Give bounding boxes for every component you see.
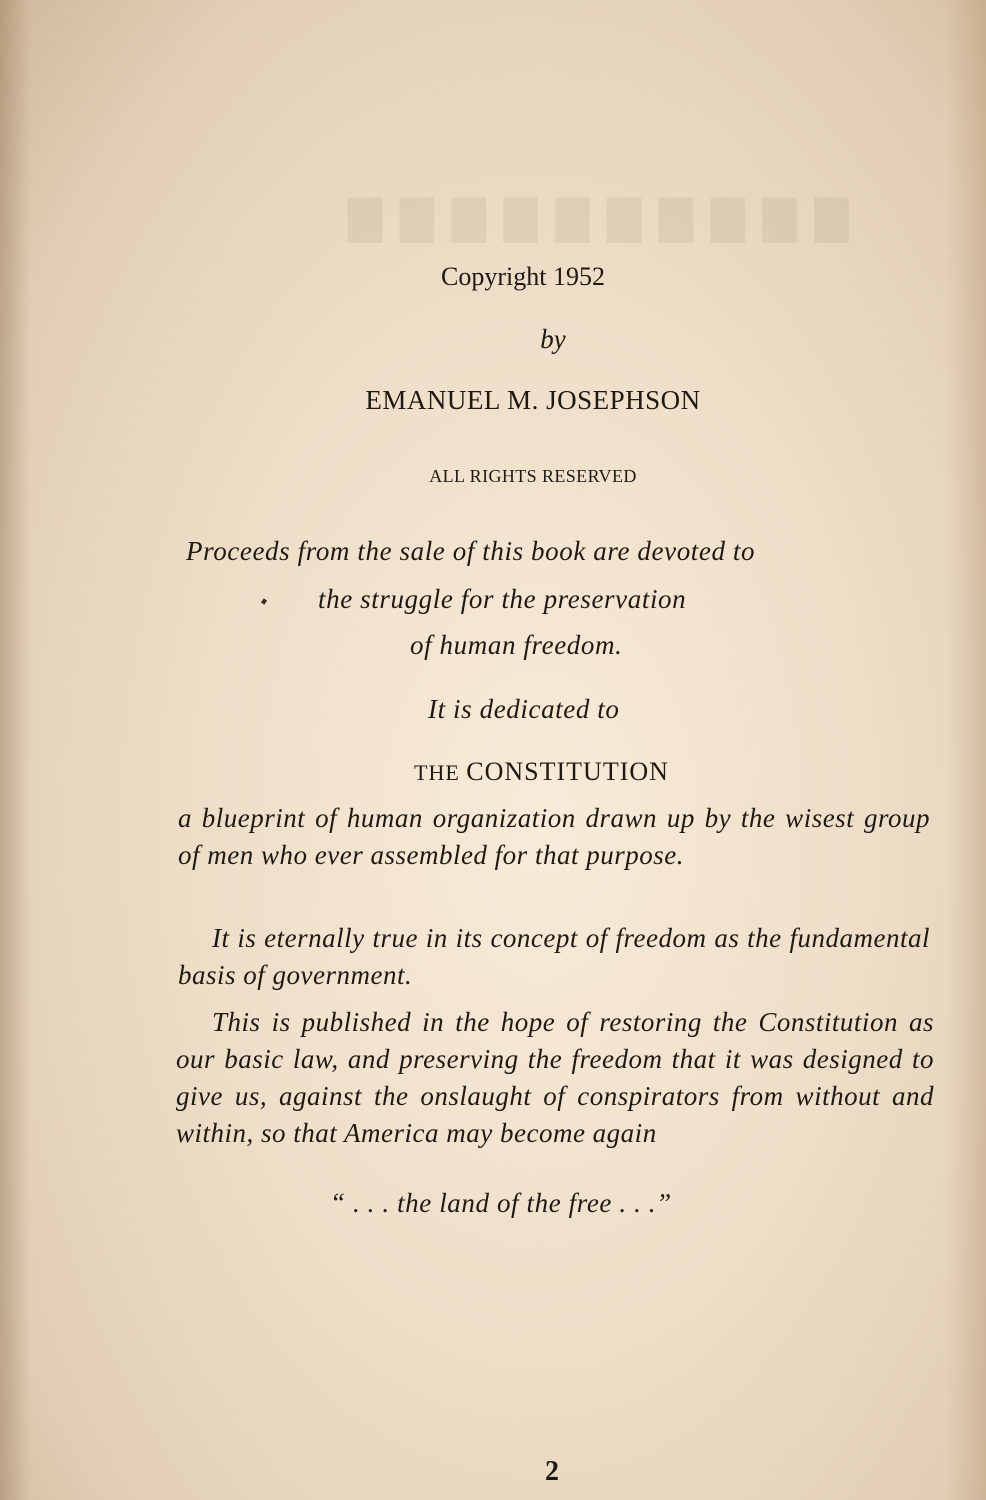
constitution-heading: [414, 757, 669, 787]
ink-mark: [261, 598, 267, 604]
author-name: EMANUEL M. JOSEPHSON: [365, 385, 701, 415]
dedication-line: It is dedicated to: [428, 694, 620, 724]
constitution-word: CONSTITUTION: [466, 757, 669, 786]
by-line: by: [540, 324, 566, 354]
constitution-the: THE: [414, 760, 460, 785]
proceeds-line-3: of human freedom.: [410, 630, 623, 660]
proceeds-line-1: Proceeds from the sale of this book are devoted to: [186, 536, 756, 566]
paragraph-eternally-true: It is eternally true in its concept of freedom as the fundamental basis of government.: [178, 923, 930, 990]
proceeds-line-2: the struggle for the preservation: [318, 584, 687, 614]
copyright-line: Copyright 1952: [441, 262, 605, 291]
page-number: 2: [545, 1456, 559, 1487]
paragraph-blueprint: a blueprint of human organization drawn up by the wisest group of men who ever assembled for that purpose.: [178, 803, 930, 870]
closing-quote: “ . . . the land of the free . . .”: [330, 1188, 672, 1218]
rights-reserved: ALL RIGHTS RESERVED: [429, 466, 637, 486]
show-through-title: ▇▇▇▇▇▇▇▇▇▇: [330, 193, 849, 242]
paragraph-published: This is published in the hope of restoring the Constitution as our basic law, and preserving the freedom that it was designed to give us, against the onslaught of conspirators from without and within, so that America may become again: [176, 1007, 934, 1148]
